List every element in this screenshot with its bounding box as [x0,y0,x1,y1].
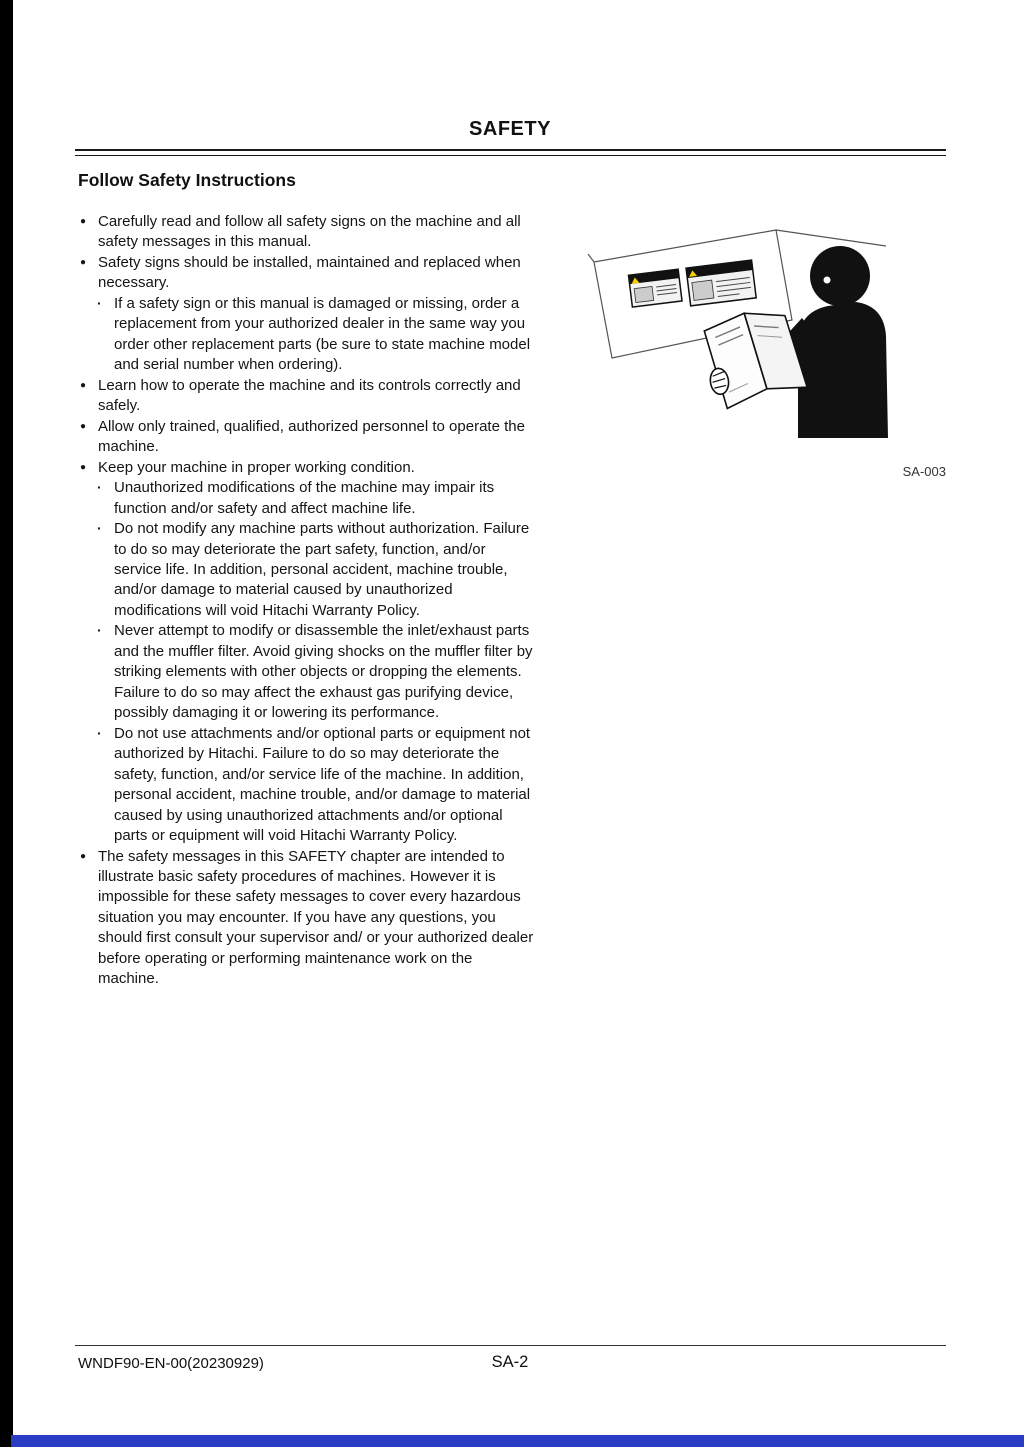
list-item [78,478,534,519]
figure-caption: SA-003 [902,464,946,479]
page-bottom-blue-edge [11,1435,1024,1447]
safety-illustration [586,224,948,462]
list-item-text: Do not modify any machine parts without authorization. Failure to do so may deteriorate the part safety, function, and/or service life. In addition, personal accident, machine trouble, and/or damage to material caused by unauthorized modifications will void Hitachi Warranty Policy. [114,520,530,619]
list-item-text: Allow only trained, qualified, authorized personnel to operate the machine. [98,417,525,456]
header-divider-thin [75,155,946,156]
bullet-icon: ● [80,850,87,862]
list-item-text: Keep your machine in proper working condition. [98,458,415,476]
list-item-text: Do not use attachments and/or optional parts or equipment not authorized by Hitachi. Failure to do so may deteriorate the safety, function, and/or service life of the machine. In addition, personal accident, machine trouble, and/or damage to material caused by using unauthorized attachments and/or optional parts or equipment will void Hitachi Warranty Policy. [114,724,531,845]
bullet-icon: ● [80,420,87,432]
list-item-text: If a safety sign or this manual is damaged or missing, order a replacement from your authorized dealer in the same way you order other replacement parts (be sure to state machine model and serial number when ordering). [114,294,531,374]
list-item [78,847,534,990]
footer-page-number: SA-2 [491,1353,529,1371]
sub-bullet-icon: · [97,294,102,311]
list-item [78,417,534,458]
list-item [78,294,534,376]
list-item [78,458,534,478]
list-item-text: Learn how to operate the machine and its controls correctly and safely. [98,376,521,415]
list-item-text: Carefully read and follow all safety signs on the machine and all safety messages in this manual. [98,213,521,251]
footer-divider [75,1345,946,1346]
list-item [78,724,534,847]
list-item [78,621,534,723]
footer-document-code: WNDF90-EN-00(20230929) [78,1355,264,1372]
bullet-icon: ● [80,379,87,391]
safety-instructions-list [78,212,534,990]
list-item-text: The safety messages in this SAFETY chapter are intended to illustrate basic safety procedures of machines. However it is impossible for these safety messages to cover every hazardous situation you may encounter. If you have any questions, you should first consult your supervisor and/ or your authorized dealer before operating or performing maintenance work on the machine. [98,847,534,988]
list-item [78,376,534,417]
list-item [78,519,534,621]
list-item-text: Never attempt to modify or disassemble the inlet/exhaust parts and the muffler filter. Avoid giving shocks on the muffler filter by striking elements with other objects or dropping the elements. Failure to do so may affect the exhaust gas purifying device, possibly damaging it or lowering its performance. [114,622,533,722]
warning-label-1 [628,269,682,307]
manual-book [702,306,809,410]
list-item-text: Safety signs should be installed, maintained and replaced when necessary. [98,253,521,292]
bullet-icon: ● [80,256,87,268]
sub-bullet-icon: · [97,622,102,639]
page-title: SAFETY [469,118,551,140]
sub-bullet-icon: · [97,479,102,496]
bullet-icon: ● [80,216,87,227]
page-left-black-edge [0,0,13,1447]
list-item [78,253,534,294]
bullet-icon: ● [80,461,87,473]
section-title: Follow Safety Instructions [78,170,296,190]
list-item-text: Unauthorized modifications of the machine may impair its function and/or safety and affect machine life. [114,479,495,517]
list-item [78,212,534,253]
warning-label-2 [686,260,756,306]
sub-bullet-icon: · [97,724,102,741]
header-divider-thick [75,149,946,151]
figure-sa-003 [586,224,948,479]
sub-bullet-icon: · [97,520,102,537]
